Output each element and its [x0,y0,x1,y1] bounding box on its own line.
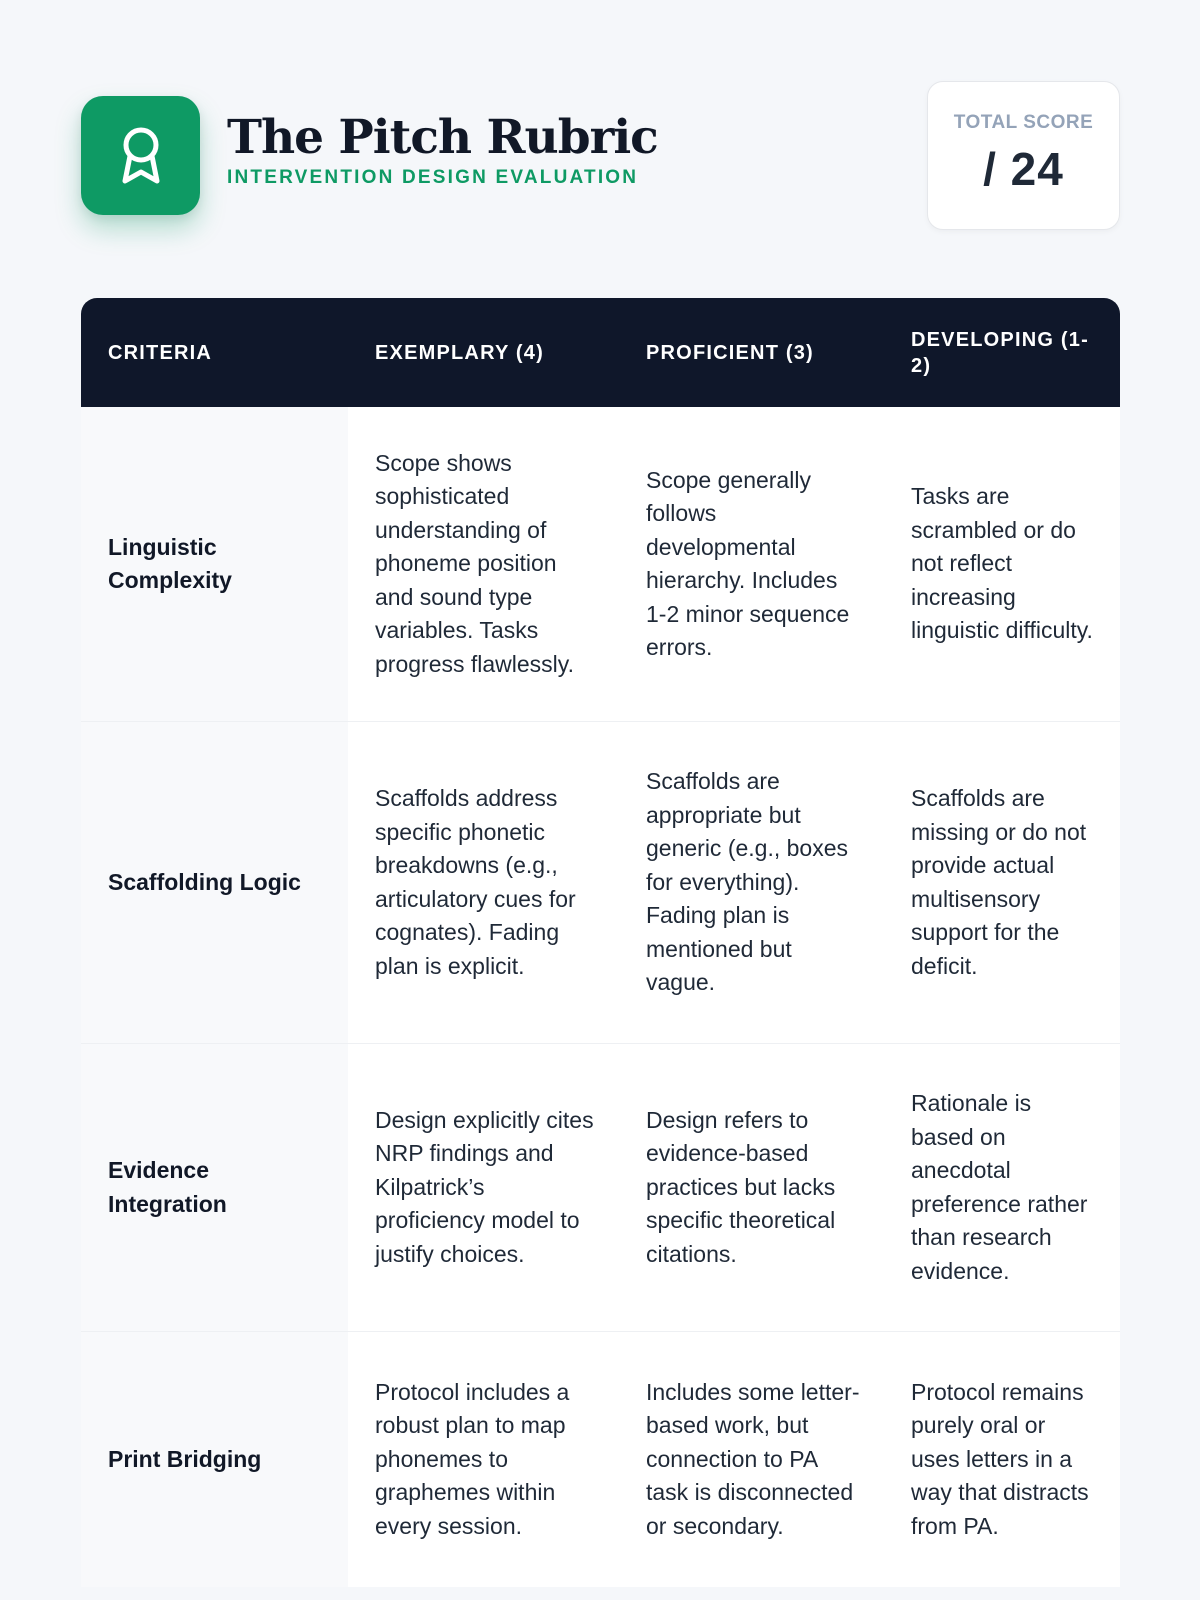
developing-cell: Scaffolds are missing or do not provide actual multisensory support for the deficit. [884,722,1120,1043]
column-header-criteria: CRITERIA [108,341,213,364]
total-score-card [927,81,1120,230]
criteria-cell: Print Bridging [81,1332,348,1587]
column-header-developing: DEVELOPING (1-2) [911,328,1089,377]
developing-cell: Rationale is based on anecdotal preference rather than research evidence. [884,1044,1120,1331]
rubric-table [81,298,1120,1587]
table-row [81,1044,1120,1332]
total-score-label: TOTAL SCORE [953,112,1094,133]
column-header-exemplary: EXEMPLARY (4) [375,341,544,364]
logo-tile [81,96,200,215]
table-header [81,298,1120,407]
developing-cell: Protocol remains purely oral or uses letters in a way that distracts from PA. [884,1332,1120,1587]
column-header-proficient: PROFICIENT (3) [646,341,814,364]
proficient-cell: Includes some letter-based work, but connection to PA task is disconnected or secondary. [619,1332,884,1587]
total-score-value: / 24 [983,143,1064,195]
table-row [81,407,1120,722]
proficient-cell: Scope generally follows developmental hierarchy. Includes 1-2 minor sequence errors. [619,407,884,721]
header [81,81,1120,231]
criteria-cell: Linguistic Complexity [81,407,348,721]
table-row [81,722,1120,1044]
criteria-cell: Scaffolding Logic [81,722,348,1043]
proficient-cell: Scaffolds are appropriate but generic (e.g., boxes for everything). Fading plan is mentioned but vague. [619,722,884,1043]
criteria-cell: Evidence Integration [81,1044,348,1331]
developing-cell: Tasks are scrambled or do not reflect increasing linguistic difficulty. [884,407,1120,721]
exemplary-cell: Scaffolds address specific phonetic breakdowns (e.g., articulatory cues for cognates). Fading plan is explicit. [348,722,619,1043]
proficient-cell: Design refers to evidence-based practices but lacks specific theoretical citations. [619,1044,884,1331]
exemplary-cell: Design explicitly cites NRP findings and Kilpatrick’s proficiency model to justify choices. [348,1044,619,1331]
exemplary-cell: Protocol includes a robust plan to map phonemes to graphemes within every session. [348,1332,619,1587]
award-ribbon-icon [117,125,165,187]
title-block [227,111,658,189]
page-subtitle: INTERVENTION DESIGN EVALUATION [227,167,639,188]
page-title: The Pitch Rubric [227,110,658,165]
table-row [81,1332,1120,1587]
exemplary-cell: Scope shows sophisticated understanding of phoneme position and sound type variables. Tasks progress flawlessly. [348,407,619,721]
